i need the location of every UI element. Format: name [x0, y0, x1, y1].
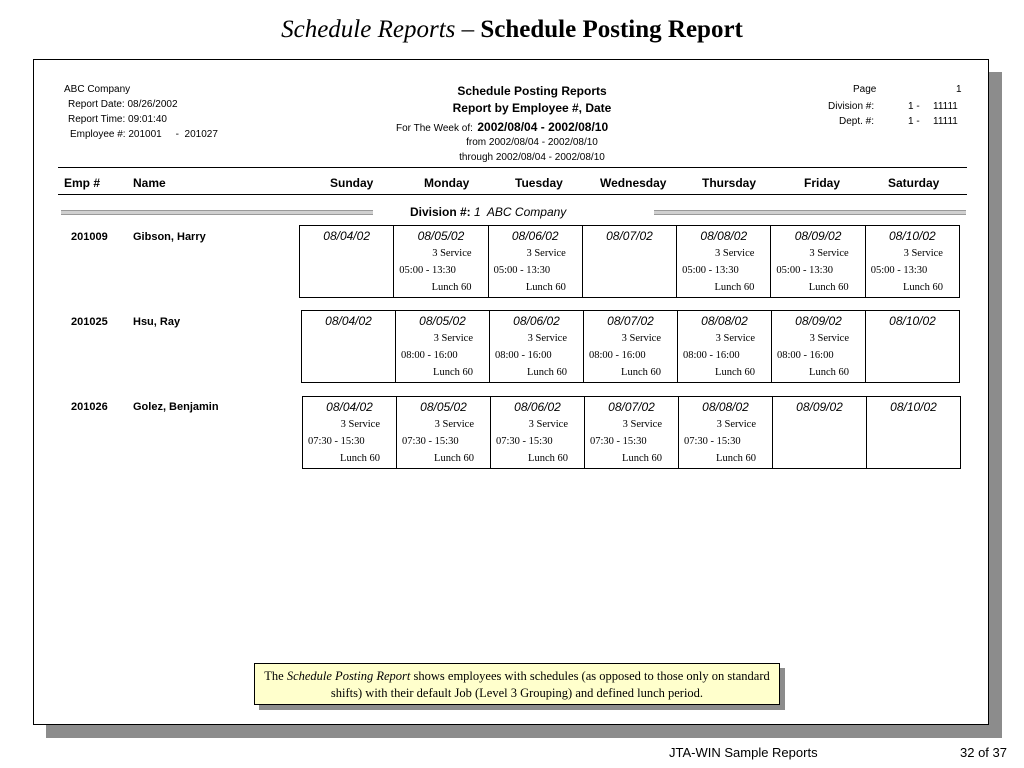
day-cell: [488, 226, 582, 297]
day-time: 05:00 - 13:30: [399, 265, 456, 276]
day-date: 08/05/02: [420, 400, 467, 414]
day-cell: [865, 226, 959, 297]
footer-page-number: 32 of 37: [960, 745, 1007, 760]
schedule-grid: [299, 225, 960, 298]
day-cell: [771, 311, 865, 382]
col-friday: Friday: [804, 176, 841, 190]
footer-title: JTA-WIN Sample Reports: [669, 745, 818, 760]
division-heading-value: 1 ABC Company: [474, 205, 567, 219]
day-job: 3 Service: [527, 333, 567, 344]
day-date: 08/07/02: [608, 400, 655, 414]
day-cell: [582, 226, 676, 297]
day-cell: [584, 397, 678, 468]
day-date: 08/08/02: [701, 314, 748, 328]
day-date: 08/08/02: [700, 229, 748, 243]
division-value: 11111: [933, 101, 958, 112]
day-job: 3 Service: [432, 248, 472, 259]
day-time: 08:00 - 16:00: [495, 350, 552, 361]
day-date: 08/10/02: [890, 400, 937, 414]
note-prefix: The: [264, 669, 287, 683]
day-lunch: Lunch 60: [528, 453, 568, 464]
day-cell: [583, 311, 677, 382]
company-name: ABC Company: [64, 84, 131, 95]
report-title-1: Schedule Posting Reports: [457, 84, 607, 98]
day-time: 07:30 - 15:30: [496, 436, 553, 447]
day-lunch: Lunch 60: [809, 367, 849, 378]
col-saturday: Saturday: [888, 176, 940, 190]
week-line: [396, 118, 608, 136]
header-rule-top: [58, 167, 967, 168]
header-rule-bottom: [58, 194, 967, 195]
day-date: 08/07/02: [606, 229, 653, 243]
emp-id: 201009: [71, 231, 108, 243]
day-job: 3 Service: [528, 419, 568, 430]
day-time: 07:30 - 15:30: [308, 436, 365, 447]
col-wednesday: Wednesday: [600, 176, 667, 190]
emp-id: 201026: [71, 401, 108, 413]
day-job: 3 Service: [715, 248, 755, 259]
day-time: 07:30 - 15:30: [684, 436, 741, 447]
day-lunch: Lunch 60: [714, 282, 755, 293]
day-job: 3 Service: [526, 248, 566, 259]
day-cell: [303, 397, 396, 468]
schedule-grid: [302, 396, 961, 469]
day-date: 08/10/02: [889, 314, 936, 328]
day-job: 3 Service: [809, 248, 849, 259]
day-time: 05:00 - 13:30: [682, 265, 739, 276]
division-rule-left: [61, 210, 373, 215]
day-lunch: Lunch 60: [527, 367, 567, 378]
day-lunch: Lunch 60: [715, 367, 755, 378]
day-lunch: Lunch 60: [340, 453, 380, 464]
day-time: 08:00 - 16:00: [683, 350, 740, 361]
week-value: 2002/08/04 - 2002/08/10: [477, 120, 609, 134]
schedule-grid: [301, 310, 960, 383]
day-time: 08:00 - 16:00: [777, 350, 834, 361]
day-cell: [489, 311, 583, 382]
day-cell: [393, 226, 487, 297]
day-cell: [395, 311, 489, 382]
day-date: 08/06/02: [511, 229, 559, 243]
page-value: 1: [956, 84, 962, 95]
from-text: from 2002/08/04 - 2002/08/10: [466, 137, 598, 148]
day-cell: [302, 311, 395, 382]
col-monday: Monday: [424, 176, 470, 190]
day-lunch: Lunch 60: [433, 367, 473, 378]
day-lunch: Lunch 60: [622, 453, 662, 464]
col-thursday: Thursday: [702, 176, 757, 190]
day-date: 08/07/02: [607, 314, 654, 328]
day-lunch: Lunch 60: [716, 453, 756, 464]
day-date: 08/04/02: [323, 229, 370, 243]
day-date: 08/08/02: [702, 400, 749, 414]
day-job: 3 Service: [903, 248, 943, 259]
division-rule-right: [654, 210, 966, 215]
division-heading-label: Division #:: [410, 205, 471, 219]
day-date: 08/04/02: [326, 400, 373, 414]
day-cell: [677, 311, 771, 382]
day-cell: [678, 397, 772, 468]
day-lunch: Lunch 60: [621, 367, 661, 378]
report-title: [34, 84, 990, 98]
from-line: [34, 137, 990, 148]
day-date: 08/04/02: [325, 314, 372, 328]
day-date: 08/06/02: [513, 314, 560, 328]
dept-range: 1 -: [908, 116, 920, 127]
day-job: 3 Service: [434, 419, 474, 430]
through-line: [34, 152, 990, 163]
day-date: 08/06/02: [514, 400, 561, 414]
day-date: 08/05/02: [417, 229, 465, 243]
day-time: 07:30 - 15:30: [402, 436, 459, 447]
day-cell: [490, 397, 584, 468]
report-date: Report Date: 08/26/2002: [68, 99, 178, 110]
day-lunch: Lunch 60: [431, 282, 472, 293]
page-label: Page: [853, 84, 877, 95]
dept-label: Dept. #:: [839, 116, 875, 127]
day-lunch: Lunch 60: [808, 282, 849, 293]
col-tuesday: Tuesday: [515, 176, 563, 190]
report-page: [33, 59, 989, 725]
emp-name: Hsu, Ray: [133, 316, 181, 328]
day-date: 08/05/02: [419, 314, 466, 328]
division-heading: [410, 205, 566, 219]
employee-range: Employee #: 201001 - 201027: [70, 129, 218, 140]
day-job: 3 Service: [621, 333, 661, 344]
note-suffix: shows employees with schedules (as opposed to those only on standard shifts) with their default Job (Level 3 Grouping) and defined lunch period.: [330, 669, 770, 700]
col-sunday: Sunday: [330, 176, 374, 190]
col-name: Name: [133, 176, 166, 190]
division-label: Division #:: [828, 101, 875, 112]
report-time: Report Time: 09:01:40: [68, 114, 167, 125]
day-time: 08:00 - 16:00: [401, 350, 458, 361]
day-time: 08:00 - 16:00: [589, 350, 646, 361]
week-label: For The Week of:: [396, 123, 473, 134]
note-italic: Schedule Posting Report: [286, 669, 411, 683]
day-job: 3 Service: [433, 333, 473, 344]
day-lunch: Lunch 60: [903, 282, 943, 293]
slide-title: [0, 16, 1024, 44]
day-job: 3 Service: [715, 333, 755, 344]
day-cell: [300, 226, 393, 297]
slide-title-dash: –: [455, 16, 481, 43]
day-cell: [772, 397, 866, 468]
emp-id: 201025: [71, 316, 108, 328]
day-job: 3 Service: [340, 419, 380, 430]
day-job: 3 Service: [622, 419, 662, 430]
day-job: 3 Service: [809, 333, 849, 344]
caption-note: [254, 663, 780, 705]
day-lunch: Lunch 60: [434, 453, 474, 464]
day-cell: [676, 226, 770, 297]
day-cell: [396, 397, 490, 468]
slide-title-bold: Schedule Posting Report: [480, 16, 743, 43]
emp-name: Gibson, Harry: [133, 231, 206, 243]
dept-value: 11111: [933, 116, 958, 127]
day-cell: [865, 311, 959, 382]
day-lunch: Lunch 60: [525, 282, 566, 293]
day-time: 05:00 - 13:30: [870, 265, 928, 276]
slide-title-italic: Schedule Reports: [281, 16, 456, 43]
day-time: 05:00 - 13:30: [776, 265, 833, 276]
day-date: 08/09/02: [795, 314, 842, 328]
day-cell: [866, 397, 960, 468]
day-time: 05:00 - 13:30: [493, 265, 551, 276]
division-range: 1 -: [908, 101, 920, 112]
report-title-2: Report by Employee #, Date: [452, 101, 612, 115]
emp-name: Golez, Benjamin: [133, 401, 219, 413]
through-text: through 2002/08/04 - 2002/08/10: [459, 152, 605, 163]
day-date: 08/10/02: [888, 229, 936, 243]
day-job: 3 Service: [716, 419, 756, 430]
day-date: 08/09/02: [796, 400, 843, 414]
day-time: 07:30 - 15:30: [590, 436, 647, 447]
day-cell: [770, 226, 864, 297]
day-date: 08/09/02: [794, 229, 842, 243]
col-emp: Emp #: [64, 176, 101, 190]
